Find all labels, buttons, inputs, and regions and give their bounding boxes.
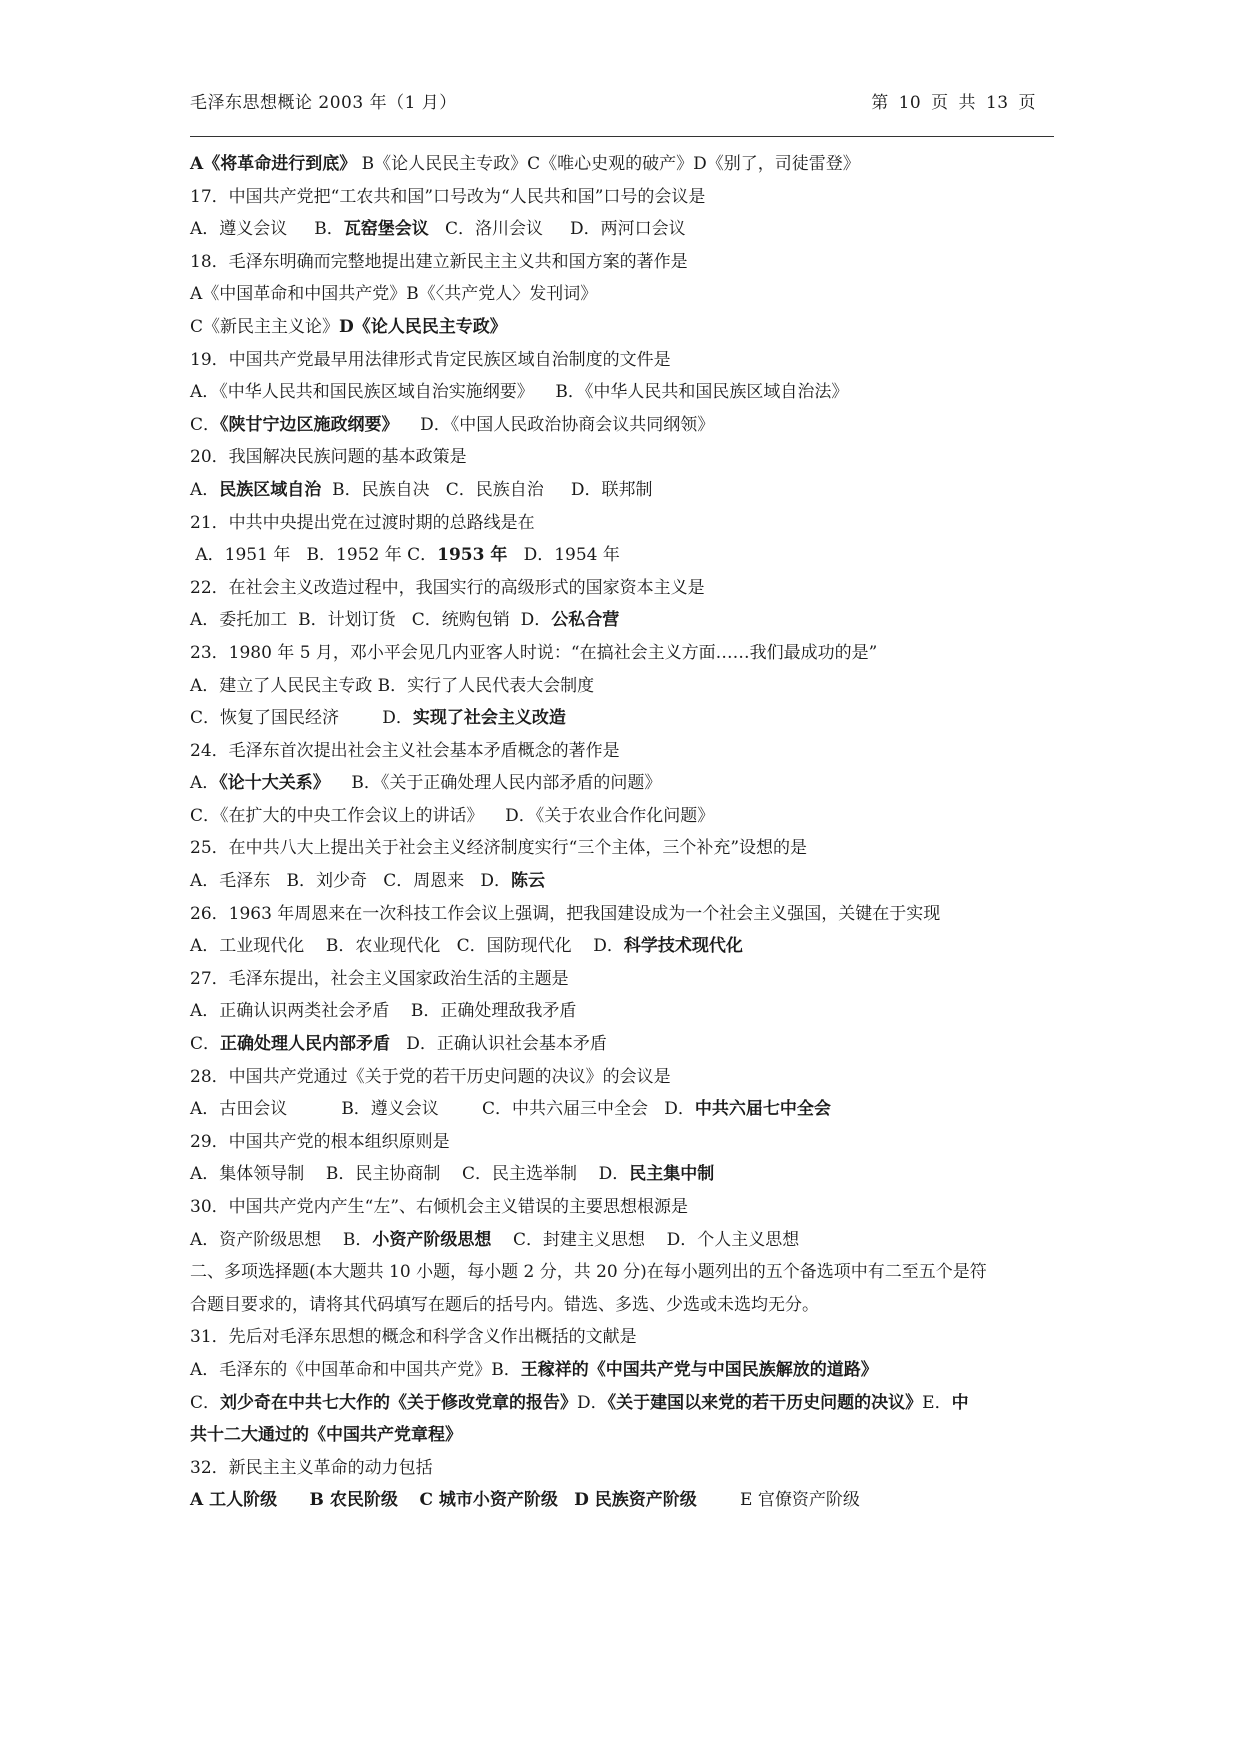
document-line	[190, 865, 1058, 898]
question-text	[558, 1490, 574, 1510]
document-line	[190, 1028, 1058, 1061]
answer-text: A 工人阶级	[190, 1490, 278, 1511]
page-header	[190, 88, 1046, 118]
question-text: C．	[190, 1392, 221, 1413]
question-text: 合题目要求的，请将其代码填写在题后的括号内。错选、多选、少选或未选均无分。	[190, 1294, 819, 1315]
document-line	[190, 670, 1058, 703]
document-line	[190, 930, 1058, 963]
question-text: 20．我国解决民族问题的基本政策是	[190, 447, 467, 468]
question-text: 31．先后对毛泽东思想的概念和科学含义作出概括的文献是	[190, 1327, 637, 1348]
question-text: 28．中国共产党通过《关于党的若干历史问题的决议》的会议是	[190, 1066, 671, 1087]
question-text: A．工业现代化 B．农业现代化 C．国防现代化 D．	[190, 936, 624, 957]
answer-text: A《将革命进行到底》	[190, 154, 357, 174]
question-text: A．建立了人民民主专政 B．实行了人民代表大会制度	[190, 675, 595, 696]
document-line	[190, 963, 1058, 996]
question-text: E．	[922, 1392, 952, 1413]
question-text: A．毛泽东 B．刘少奇 C．周恩来 D．	[190, 871, 512, 892]
document-line	[190, 1354, 1058, 1387]
question-text: A．	[190, 773, 220, 794]
question-text: A．正确认识两类社会矛盾 B．正确处理敌我矛盾	[190, 1001, 577, 1022]
page-number: 第 10 页 共 13 页	[871, 93, 1036, 113]
answer-text: C 城市小资产阶级	[419, 1490, 558, 1511]
answer-text: D《论人民民主专政》	[339, 316, 507, 337]
answer-text: 《论十大关系》	[219, 773, 330, 794]
question-text: 19．中国共产党最早用法律形式肯定民族区域自治制度的文件是	[190, 349, 671, 370]
question-text: A．资产阶级思想 B．	[190, 1229, 373, 1250]
question-text: A．古田会议 B．遵义会议 C．中共六届三中全会 D．	[190, 1099, 695, 1120]
question-text	[277, 1490, 309, 1510]
document-line	[190, 1191, 1058, 1224]
document-line	[190, 148, 1058, 181]
document-line	[190, 278, 1058, 311]
document-line	[190, 572, 1058, 605]
question-text: B．民族自决 C．民族自治 D．联邦制	[321, 479, 653, 500]
document-line	[190, 735, 1058, 768]
answer-text: 小资产阶级思想	[372, 1229, 492, 1250]
header-divider	[190, 136, 1054, 137]
answer-text: 共十二大通过的《中国共产党章程》	[190, 1425, 462, 1446]
answer-text: 民族区域自治	[219, 479, 322, 500]
question-text: A．	[190, 479, 220, 500]
answer-text: 瓦窑堡会议	[343, 219, 429, 240]
question-text: 17．中国共产党把“工农共和国”口号改为“人民共和国”口号的会议是	[190, 186, 706, 207]
question-text: C．封建主义思想 D．个人主义思想	[491, 1229, 800, 1250]
document-line	[190, 1126, 1058, 1159]
question-text: D．正确认识社会基本矛盾	[390, 1034, 607, 1055]
question-text: 22．在社会主义改造过程中，我国实行的高级形式的国家资本主义是	[190, 577, 705, 598]
document-line	[190, 311, 1058, 344]
question-text: 27．毛泽东提出，社会主义国家政治生活的主题是	[190, 968, 569, 989]
document-line	[190, 441, 1058, 474]
question-text: C．	[190, 414, 221, 435]
answer-text: 中	[951, 1392, 969, 1413]
answer-text: 1953 年	[437, 545, 508, 566]
question-text: 32．新民主主义革命的动力包括	[190, 1457, 433, 1478]
question-text: A．毛泽东的《中国革命和中国共产党》B．	[190, 1359, 521, 1380]
answer-text: 陈云	[511, 871, 546, 892]
answer-text: 实现了社会主义改造	[412, 708, 566, 729]
answer-text: B 农民阶级	[309, 1490, 398, 1511]
question-text: C．恢复了国民经济 D．	[190, 708, 413, 729]
document-line	[190, 1256, 1058, 1289]
document-line	[190, 1061, 1058, 1094]
question-text: 25．在中共八大上提出关于社会主义经济制度实行“三个主体，三个补充”设想的是	[190, 838, 808, 859]
question-text: 23．1980 年 5 月，邓小平会见几内亚客人时说：“在搞社会主义方面……我们最成功的是”	[190, 642, 878, 663]
answer-text: 科学技术现代化	[623, 936, 743, 957]
question-text: C．	[190, 1034, 221, 1055]
answer-text: 正确处理人民内部矛盾	[220, 1034, 391, 1055]
document-line	[190, 409, 1058, 442]
document-title: 毛泽东思想概论 2003 年（1 月）	[190, 93, 457, 113]
answer-text: 《关于建国以来党的若干历史问题的决议》	[607, 1392, 923, 1413]
question-text: 30．中国共产党内产生“左”、右倾机会主义错误的主要思想根源是	[190, 1197, 689, 1217]
document-line	[190, 702, 1058, 735]
document-line	[190, 1224, 1058, 1257]
question-text: 26．1963 年周恩来在一次科技工作会议上强调，把我国建设成为一个社会主义强国，关键在于实现	[190, 903, 941, 924]
document-line	[190, 376, 1058, 409]
answer-text: 中共六届七中全会	[694, 1099, 831, 1120]
document-line	[190, 1158, 1058, 1191]
question-text: B．《关于正确处理人民内部矛盾的问题》	[329, 773, 662, 794]
document-line	[190, 539, 1058, 572]
document-line	[190, 246, 1058, 279]
document-line	[190, 1484, 1058, 1517]
document-line	[190, 1452, 1058, 1485]
question-text: C《新民主主义论》	[190, 316, 340, 337]
question-text: A《中国革命和中国共产党》B《〈共产党人〉发刊词》	[190, 284, 598, 305]
question-text: C．洛川会议 D．两河口会议	[428, 219, 686, 240]
question-text: A．1951 年 B．1952 年 C．	[190, 545, 438, 566]
answer-text: 王稼祥的《中国共产党与中国民族解放的道路》	[520, 1359, 878, 1380]
question-text: A．《中华人民共和国民族区域自治实施纲要》 B．《中华人民共和国民族区域自治法》	[190, 382, 849, 403]
document-line	[190, 832, 1058, 865]
document-line	[190, 1387, 1058, 1420]
answer-text: 《陕甘宁边区施政纲要》	[220, 414, 399, 435]
document-line	[190, 767, 1058, 800]
question-text	[398, 1490, 420, 1510]
document-line	[190, 474, 1058, 507]
question-text: 二、多项选择题(本大题共 10 小题，每小题 2 分，共 20 分)在每小题列出的五个备选项中有二至五个是符	[190, 1262, 987, 1283]
question-text: A．遵义会议 B．	[190, 219, 344, 240]
document-line	[190, 1289, 1058, 1322]
question-text: 29．中国共产党的根本组织原则是	[190, 1131, 450, 1152]
question-text: D．《中国人民政治协商会议共同纲领》	[398, 414, 715, 435]
document-line	[190, 995, 1058, 1028]
question-text: 21．中共中央提出党在过渡时期的总路线是在	[190, 512, 535, 533]
document-line	[190, 1321, 1058, 1354]
answer-text: 公私合营	[551, 610, 620, 631]
question-text: 24．毛泽东首次提出社会主义社会基本矛盾概念的著作是	[190, 740, 620, 761]
question-text: C．《在扩大的中央工作会议上的讲话》 D．《关于农业合作化问题》	[190, 805, 715, 826]
question-text: A．委托加工 B．计划订货 C．统购包销 D．	[190, 610, 552, 631]
document-line	[190, 1093, 1058, 1126]
question-text: B《论人民民主专政》C《唯心史观的破产》D《别了，司徒雷登》	[356, 154, 860, 174]
document-line	[190, 1419, 1058, 1452]
document-line	[190, 181, 1058, 214]
document-line	[190, 507, 1058, 540]
document-line	[190, 800, 1058, 833]
document-line	[190, 604, 1058, 637]
answer-text: 刘少奇在中共七大作的《关于修改党章的报告》	[220, 1392, 578, 1413]
document-line	[190, 898, 1058, 931]
question-text: E 官僚资产阶级	[696, 1490, 860, 1511]
question-text: D．	[577, 1392, 608, 1413]
document-line	[190, 637, 1058, 670]
question-text: D．1954 年	[507, 545, 620, 566]
question-text: 18．毛泽东明确而完整地提出建立新民主主义共和国方案的著作是	[190, 251, 688, 272]
document-line	[190, 213, 1058, 246]
document-line	[190, 344, 1058, 377]
answer-text: 民主集中制	[629, 1164, 715, 1185]
document-body	[190, 148, 1058, 1517]
question-text: A．集体领导制 B．民主协商制 C．民主选举制 D．	[190, 1164, 630, 1185]
answer-text: D 民族资产阶级	[574, 1490, 697, 1511]
